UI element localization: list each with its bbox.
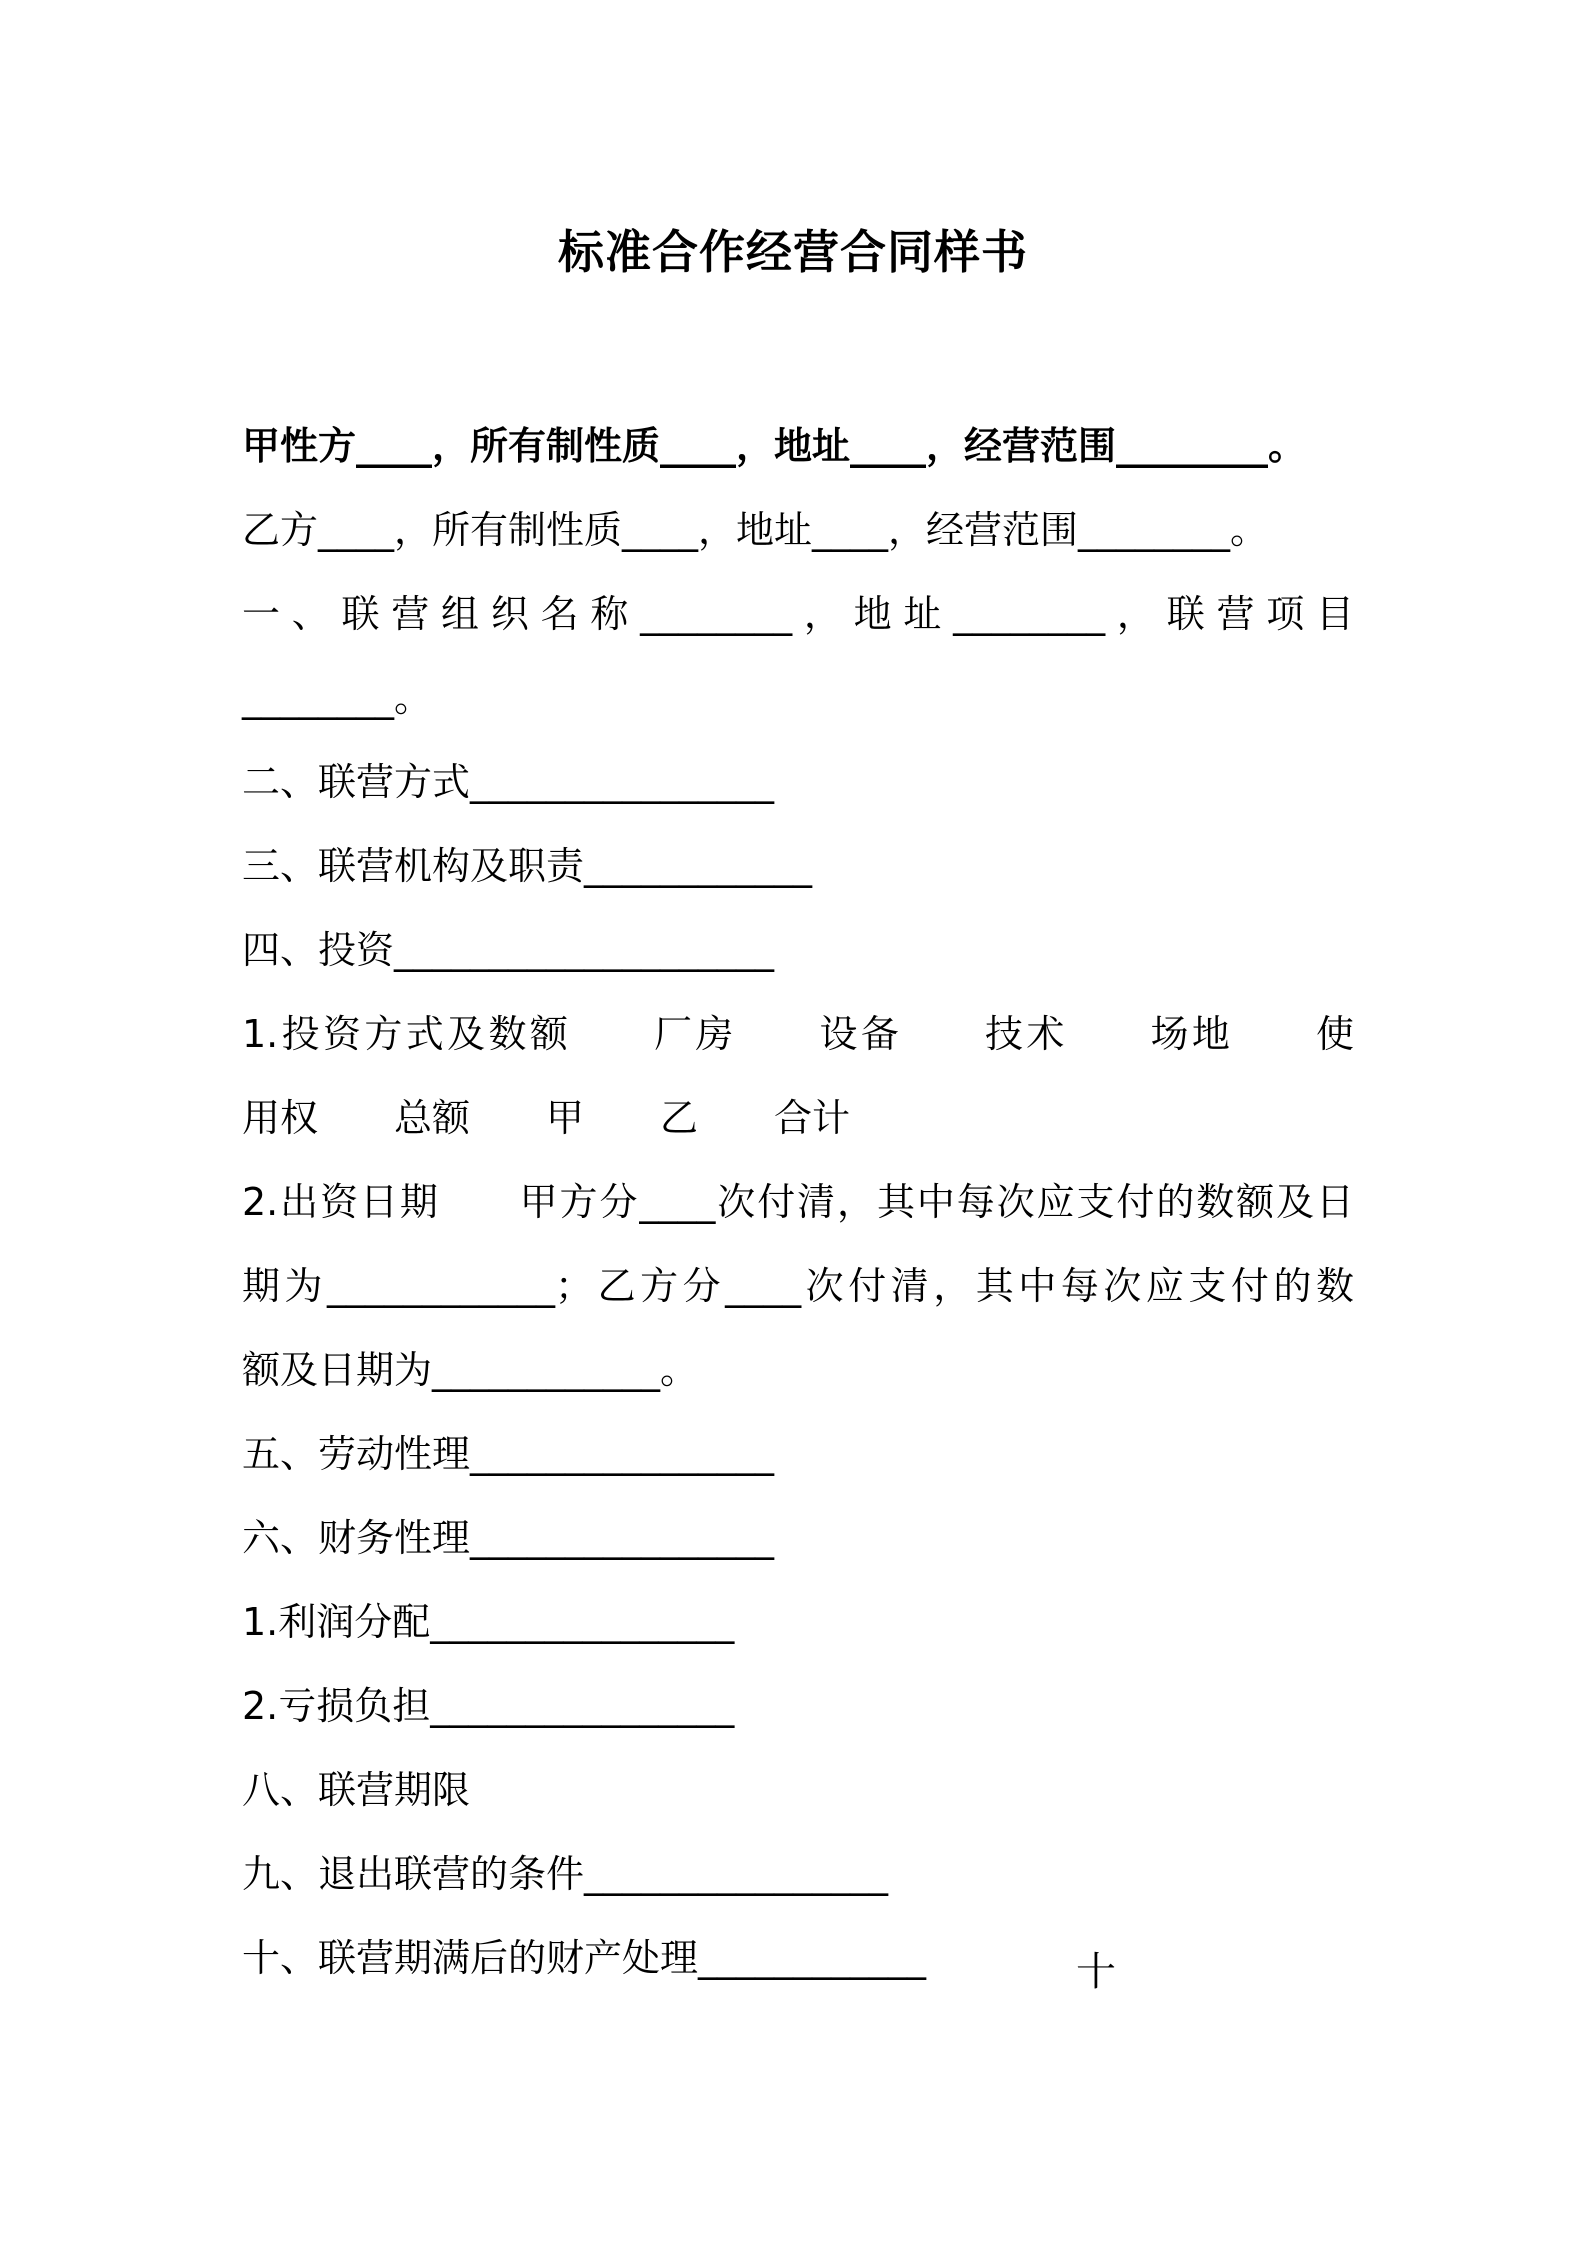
contribution-date-line-1: 2.出资日期 甲方分____次付清，其中每次应支付的数额及日 xyxy=(242,1180,1354,1224)
document-title: 标准合作经营合同样书 xyxy=(558,225,1028,279)
document-body xyxy=(242,404,1354,2000)
investment-method-line-2: 用权 总额 甲 乙 合计 xyxy=(242,1096,851,1140)
clause-1-line-2: ________。 xyxy=(242,676,433,720)
clause-2-line: 二、联营方式________________ xyxy=(242,760,775,804)
contribution-date-line-2: 期为____________；乙方分____次付清，其中每次应支付的数 xyxy=(242,1264,1354,1308)
trailing-mark: 十 xyxy=(1076,1949,1116,1995)
clause-9-line: 九、退出联营的条件________________ xyxy=(242,1852,889,1896)
party-a-line: 甲性方____，所有制性质____，地址____，经营范围________。 xyxy=(242,424,1307,468)
contribution-date-line-3: 额及日期为____________。 xyxy=(242,1348,699,1392)
clause-8-line: 八、联营期限 xyxy=(242,1768,471,1812)
clause-5-line: 五、劳动性理________________ xyxy=(242,1432,775,1476)
profit-distribution-line: 1.利润分配________________ xyxy=(242,1600,735,1644)
clause-6-line: 六、财务性理________________ xyxy=(242,1516,775,1560)
clause-4-line: 四、投资____________________ xyxy=(242,928,775,972)
loss-bearing-line: 2.亏损负担________________ xyxy=(242,1684,735,1728)
clause-1-line-1: 一、联营组织名称________，地址________，联营项目 xyxy=(242,592,1354,636)
investment-method-line-1: 1.投资方式及数额 厂房 设备 技术 场地 使 xyxy=(242,1012,1354,1056)
clause-3-line: 三、联营机构及职责____________ xyxy=(242,844,813,888)
party-b-line: 乙方____，所有制性质____，地址____，经营范围________。 xyxy=(242,508,1269,552)
clause-10-line: 十、联营期满后的财产处理____________ xyxy=(242,1936,927,1980)
